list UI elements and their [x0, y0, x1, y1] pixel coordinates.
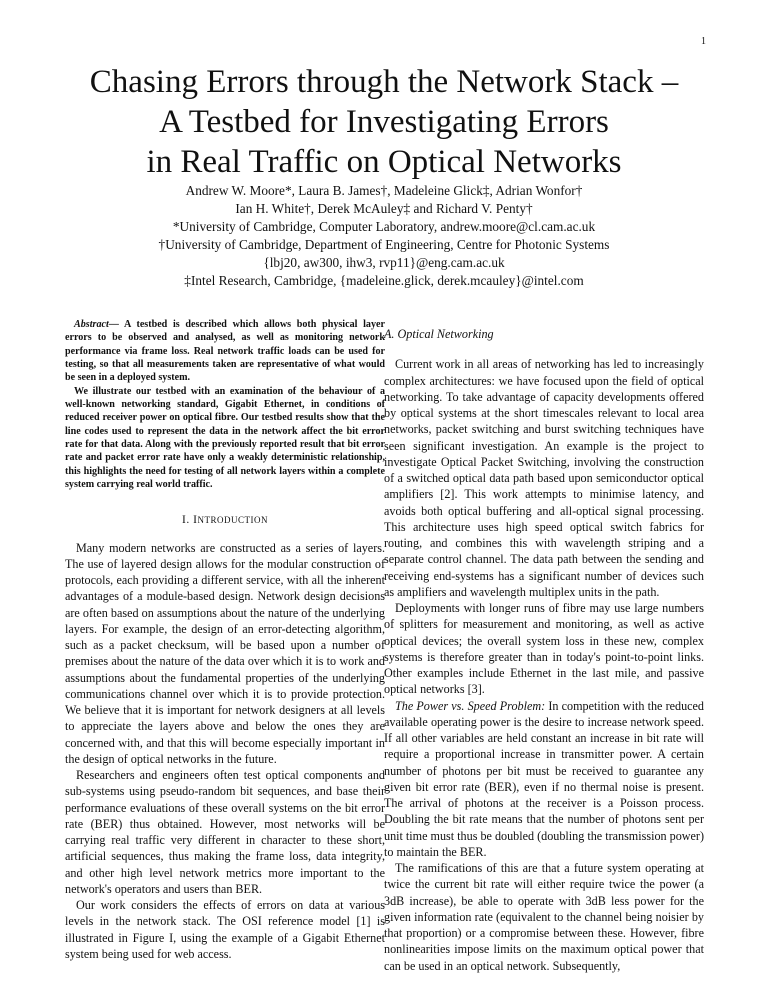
title-line-2: A Testbed for Investigating Errors	[159, 104, 609, 140]
paper-title	[0, 62, 768, 182]
title-line-1: Chasing Errors through the Network Stack –	[89, 64, 679, 100]
intro-paragraph-3: Our work considers the effects of errors on data at various levels in the network stack. The OSI reference model [1] is illustrated in Figure I, using the example of a Gigabit Ethernet system being used for web access.	[65, 898, 385, 961]
affiliation-line-4: ‡Intel Research, Cambridge, {madeleine.glick, derek.mcauley}@intel.com	[184, 273, 584, 288]
affiliation-line-1: *University of Cambridge, Computer Laboratory, andrew.moore@cl.cam.ac.uk	[172, 219, 596, 234]
author-block	[0, 182, 768, 290]
author-line-2: Ian H. White†, Derek McAuley‡ and Richard V. Penty†	[235, 201, 533, 216]
abstract-label: Abstract	[74, 319, 109, 330]
section-heading-introduction: I. INTRODUCTION	[182, 514, 268, 527]
right-column	[384, 318, 704, 974]
left-column	[65, 318, 385, 962]
optical-paragraph-3: The Power vs. Speed Problem: In competition with the reduced available operating power is the desire to increase network speed. If all other variables are held constant an increase in bit rate will require a proportional increase in transmitter power. A certain number of photons per bit must be received to guarantee any given bit error rate (BER), even if no thermal noise is present. The arrival of photons at the receiver is a Poisson process. Doubling the bit rate means that the number of photons sent per unit time must thus be doubled (doubling the transmission power) to maintain the BER.	[384, 698, 705, 859]
title-line-3: in Real Traffic on Optical Networks	[146, 144, 622, 180]
abstract-paragraph-1: Abstract— A testbed is described which allows both physical layer errors to be observed and analysed, as well as monitoring network performance via frame loss. Real network traffic loads can be used for testing, so that all measurements taken are representative of what would be seen in a deployed system.	[65, 319, 385, 384]
optical-paragraph-4: The ramifications of this are that a future system operating at twice the current bit rate will either require twice the power (a 3dB increase), be able to operate with 3dB less power for the given information rate (equivalent to the channel being noisier by that proportion) or a compromise between these. However, fibre nonlinearities impose limits on the maximum optical power that can be used in an optical network. Subsequently,	[384, 861, 704, 973]
affiliation-line-2: †University of Cambridge, Department of Engineering, Centre for Photonic Systems	[158, 237, 610, 252]
subsection-heading-optical-networking: A. Optical Networking	[384, 327, 494, 341]
abstract	[65, 318, 385, 491]
intro-paragraph-1: Many modern networks are constructed as a series of layers. The use of layered design allows for the modular construction of protocols, each providing a different service, with all the inherent advantages of a module-based design. Network design decisions are often based on assumptions about the nature of the underlying layers. For example, the design of an error-detecting algorithm, such as a packet checksum, will be based upon a number of premises about the nature of the data over which it is to work and assumptions about the fundamental properties of the underlying communications channel over which it is to provide protection. We believe that it is important for network designers at all levels to appreciate the layers above and below the ones they are concerned with, and that this will become especially important in the design of optical networks in the future.	[65, 540, 385, 766]
optical-paragraph-1: Current work in all areas of networking has led to increasingly complex architectures: we have focused upon the field of optical networking. To take advantage of capacity developments offered by optical systems at the short timescales relevant to local area networks, packet switching and burst switching techniques have seen significant investigation. An example is the project to investigate Optical Packet Switching, involving the construction of a switched optical data path based upon semiconductor optical amplifiers [2]. This work attempts to minimise latency, and avoids both optical buffering and all-optical signal processing. This architecture uses high speed optical switch fabrics for routing, and combines this with wavelength striping and a separate control channel. The data path between the sending and receiving end-systems has a significant number of devices such as amplifiers and wavelength multiplex units in the path.	[384, 357, 704, 599]
author-line-1: Andrew W. Moore*, Laura B. James†, Madeleine Glick‡, Adrian Wonfor†	[185, 183, 583, 198]
intro-paragraph-2: Researchers and engineers often test optical components and sub-systems using pseudo-random bit sequences, and base their performance evaluations of these overall systems on the bit error rate (BER) thus obtained. However, most networks will be carrying real traffic very different in character to these short, artificial sequences, thus making the frame loss, data integrity, and other high level network metrics more important to the network's operators and users than BER.	[65, 768, 385, 896]
run-in-heading-power-speed: The Power vs. Speed Problem:	[395, 698, 546, 713]
optical-paragraph-2: Deployments with longer runs of fibre may use large numbers of splitters for measurement and monitoring, as well as active optical devices; the overall system loss in these new, complex systems is therefore greater than in today's point-to-point links. Other examples include Ethernet in the last mile, and passive optical networks [3].	[384, 601, 704, 697]
abstract-paragraph-2: We illustrate our testbed with an examination of the behaviour of a well-known networking standard, Gigabit Ethernet, in conditions of reduced receiver power on optical fibre. Our testbed results show that the line codes used to represent the data in the network affect the bit error rate for that data. Along with the previously reported result that bit error rate and packet error rate have only a weakly deterministic relationship, this highlights the need for testing of all network layers within a complete system carrying real world traffic.	[65, 385, 385, 491]
affiliation-line-3: {lbj20, aw300, ihw3, rvp11}@eng.cam.ac.uk	[263, 255, 505, 270]
page-number: 1	[701, 36, 706, 47]
